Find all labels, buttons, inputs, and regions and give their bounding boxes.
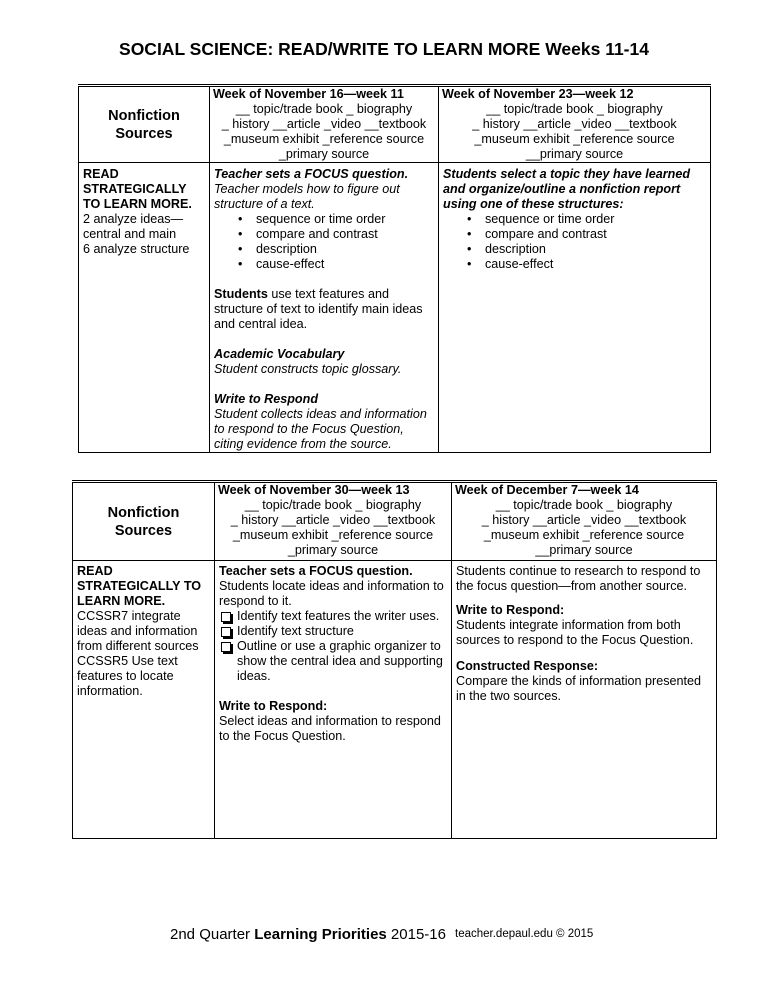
write-to-respond-text: Students integrate information from both sources to respond to the Focus Question. — [456, 618, 694, 647]
source-types: __ topic/trade book _ biography _ history __article _video __textbook _museum exhibit _reference source _primary source — [221, 102, 427, 161]
select-topic-text: Students select a topic they have learned and organize/outline a nonfiction report using one of these structures: — [443, 167, 691, 211]
list-item: • sequence or time order — [214, 212, 436, 227]
week12-body-cell — [439, 163, 711, 453]
task-checklist — [219, 609, 449, 684]
structure-list — [214, 212, 436, 272]
students-text: Students use text features and structure of text to identify main ideas and central idea. — [214, 287, 423, 331]
weeks-11-12-table — [78, 84, 711, 453]
week11-header-cell — [210, 86, 439, 163]
standard-item: CCSSR5 Use text features to locate information. — [77, 654, 178, 698]
checklist-item: Identify text features the writer uses. — [219, 609, 449, 624]
week13-heading: Week of November 30—week 13 — [218, 483, 410, 497]
standard-item: CCSSR7 integrate ideas and information from different sources — [77, 609, 199, 653]
list-item: • compare and contrast — [443, 227, 708, 242]
write-to-respond-text: Select ideas and information to respond to the Focus Question. — [219, 714, 441, 743]
academic-vocabulary-heading: Academic Vocabulary — [214, 347, 345, 361]
week12-heading: Week of November 23—week 12 — [442, 87, 634, 101]
read-strategically-cell — [73, 561, 215, 839]
write-to-respond-heading: Write to Respond — [214, 392, 319, 406]
structure-list — [443, 212, 708, 272]
week11-body-cell — [210, 163, 439, 453]
week14-heading: Week of December 7—week 14 — [455, 483, 639, 497]
read-strategically-cell — [79, 163, 210, 453]
week12-header-cell — [439, 86, 711, 163]
write-to-respond-heading: Write to Respond: — [219, 699, 328, 713]
list-item: • description — [214, 242, 436, 257]
footer-copyright: teacher.depaul.edu © 2015 — [455, 928, 594, 940]
standard-item: 2 analyze ideas—central and main — [83, 212, 184, 241]
footer-title: 2nd Quarter Learning Priorities 2015-16 — [170, 926, 446, 943]
read-strategically-label: READ STRATEGICALLY TO LEARN MORE. — [77, 564, 202, 608]
constructed-response-heading: Constructed Response: — [456, 659, 599, 673]
page-title: SOCIAL SCIENCE: READ/WRITE TO LEARN MORE Weeks 11-14 — [119, 39, 649, 59]
list-item: • compare and contrast — [214, 227, 436, 242]
constructed-response-text: Compare the kinds of information presented in the two sources. — [456, 674, 702, 703]
teacher-models-text: Teacher models how to figure out structure of a text. — [214, 182, 400, 211]
week13-body-cell — [215, 561, 452, 839]
list-item: • cause-effect — [214, 257, 436, 272]
write-to-respond-text: Student collects ideas and information to respond to the Focus Question, citing evidence from the source. — [214, 407, 427, 451]
checklist-item: Identify text structure — [219, 624, 449, 639]
standard-item: 6 analyze structure — [83, 242, 190, 256]
source-types: __ topic/trade book _ biography _ history __article _video __textbook _museum exhibit _reference source _primary source — [230, 498, 436, 557]
list-item: • cause-effect — [443, 257, 708, 272]
source-types: __ topic/trade book _ biography _ history __article _video __textbook _museum exhibit _reference source __primary source — [472, 102, 677, 161]
list-item: • sequence or time order — [443, 212, 708, 227]
checklist-item: Outline or use a graphic organizer to show the central idea and supporting ideas. — [219, 639, 449, 684]
nonfiction-sources-header: Nonfiction Sources — [73, 482, 215, 561]
focus-question-text: Teacher sets a FOCUS question. — [214, 167, 409, 181]
academic-vocabulary-text: Student constructs topic glossary. — [214, 362, 402, 376]
students-locate-text: Students locate ideas and information to respond to it. — [219, 579, 444, 608]
read-strategically-label: READ STRATEGICALLY TO LEARN MORE. — [83, 167, 192, 211]
source-types: __ topic/trade book _ biography _ history __article _video __textbook _museum exhibit _reference source __primary source — [481, 498, 687, 557]
week14-body-cell — [452, 561, 717, 839]
focus-question-text: Teacher sets a FOCUS question. — [219, 564, 413, 578]
nonfiction-sources-header: Nonfiction Sources — [79, 86, 210, 163]
write-to-respond-heading: Write to Respond: — [456, 603, 565, 617]
continue-research-text: Students continue to research to respond to the focus question—from another source. — [456, 564, 701, 593]
week14-header-cell — [452, 482, 717, 561]
week11-heading: Week of November 16—week 11 — [213, 87, 404, 101]
list-item: • description — [443, 242, 708, 257]
weeks-13-14-table — [72, 480, 717, 839]
week13-header-cell — [215, 482, 452, 561]
